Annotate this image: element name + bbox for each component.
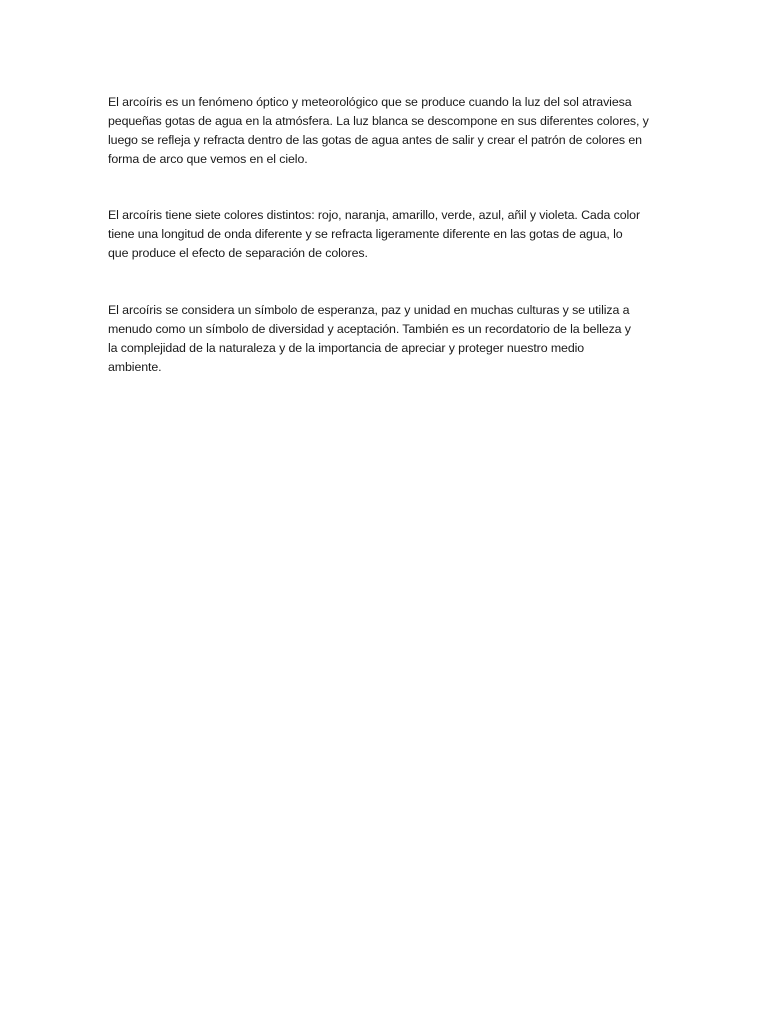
- paragraph-3: [108, 301, 668, 377]
- paragraph-line: menudo como un símbolo de diversidad y aceptación. También es un recordatorio de la belleza y: [108, 322, 631, 336]
- paragraph-line: forma de arco que vemos en el cielo.: [108, 152, 308, 166]
- paragraph-line: luego se refleja y refracta dentro de las gotas de agua antes de salir y crear el patrón de colores en: [108, 133, 642, 147]
- paragraph-line: tiene una longitud de onda diferente y se refracta ligeramente diferente en las gotas de agua, lo: [108, 227, 623, 241]
- paragraph-line: El arcoíris tiene siete colores distintos: rojo, naranja, amarillo, verde, azul, añil y violeta. Cada color: [108, 208, 640, 222]
- paragraph-2: [108, 206, 668, 263]
- paragraph-line: que produce el efecto de separación de colores.: [108, 246, 368, 260]
- paragraph-line: ambiente.: [108, 360, 162, 374]
- paragraph-line: la complejidad de la naturaleza y de la importancia de apreciar y proteger nuestro medio: [108, 341, 585, 355]
- paragraph-line: pequeñas gotas de agua en la atmósfera. La luz blanca se descompone en sus diferentes colores, y: [108, 114, 649, 128]
- paragraph-1: [108, 93, 668, 169]
- paragraph-line: El arcoíris es un fenómeno óptico y meteorológico que se produce cuando la luz del sol atraviesa: [108, 95, 632, 109]
- paragraph-line: El arcoíris se considera un símbolo de esperanza, paz y unidad en muchas culturas y se utiliza a: [108, 303, 630, 317]
